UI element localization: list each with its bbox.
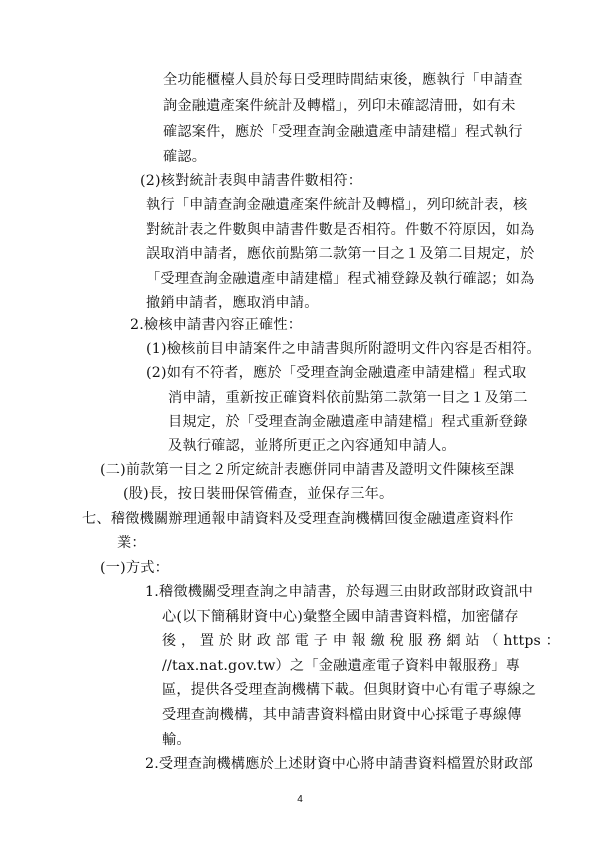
- text-line: 2.受理查詢機構應於上述財資中心將申請書資料檔置於財政部: [145, 756, 534, 772]
- text-line: 目規定，於「受理查詢金融遺產申請建檔」程式重新登錄: [168, 414, 528, 430]
- text-line: 及執行確認，並將所更正之內容通知申請人。: [168, 438, 456, 454]
- text-line: 詢金融遺產案件統計及轉檔」，列印未確認清冊，如有未: [163, 98, 516, 114]
- text-line: (股)長，按日裝冊保管備查，並保存三年。: [123, 486, 394, 502]
- section-heading: 業：: [117, 535, 146, 551]
- text-line: 撤銷申請者，應取消申請。: [146, 295, 319, 311]
- text-line: 「受理查詢金融遺產申請建檔」程式補登錄及執行確認；如為: [146, 271, 535, 287]
- text-line: 執行「申請查詢金融遺產案件統計及轉檔」，列印統計表，核: [146, 197, 528, 213]
- text-line: 對統計表之件數與申請書件數是否相符。件數不符原因，如為: [146, 222, 535, 238]
- text-line: (一)方式：: [100, 560, 170, 576]
- text-line: 確認。: [163, 149, 207, 165]
- text-line: 確認案件，應於「受理查詢金融遺產申請建檔」程式執行: [163, 124, 523, 140]
- text-line: 2.檢核申請書內容正確性：: [130, 317, 303, 333]
- text-line: 輸。: [162, 732, 191, 748]
- text-line: 誤取消申請者，應依前點第二款第一目之１及第二目規定，於: [146, 246, 535, 262]
- text-line: (1)檢核前目申請案件之申請書與所附證明文件內容是否相符。: [146, 341, 541, 357]
- text-line: 消申請，重新按正確資料依前點第二款第一目之１及第二: [168, 390, 528, 406]
- text-line: 後 ， 置 於 財 政 部 電 子 申 報 繳 稅 服 務 網 站 （ https ：: [162, 633, 560, 649]
- text-line: 全功能櫃檯人員於每日受理時間結束後，應執行「申請查: [163, 72, 523, 88]
- text-line: 1.稽徵機關受理查詢之申請書，於每週三由財政部財政資訊中: [145, 584, 534, 600]
- text-line: (2)如有不符者，應於「受理查詢金融遺產申請建檔」程式取: [146, 365, 527, 381]
- text-line: 心(以下簡稱財資中心)彙整全國申請書資料檔，加密儲存: [162, 609, 519, 625]
- page-number: 4: [297, 794, 303, 805]
- text-line: (2)核對統計表與申請書件數相符：: [140, 173, 363, 189]
- text-line: (二)前款第一目之２所定統計表應併同申請書及證明文件陳核至課: [100, 462, 515, 478]
- text-line: //tax.nat.gov.tw）之「金融遺產電子資料申報服務」專: [162, 658, 521, 674]
- text-line: 區，提供各受理查詢機構下載。但與財資中心有電子專線之: [162, 682, 537, 698]
- text-line: 受理查詢機構，其申請書資料檔由財資中心採電子專線傳: [162, 707, 522, 723]
- section-heading: 七、稽徵機關辦理通報申請資料及受理查詢機構回復金融遺產資料作: [82, 511, 514, 527]
